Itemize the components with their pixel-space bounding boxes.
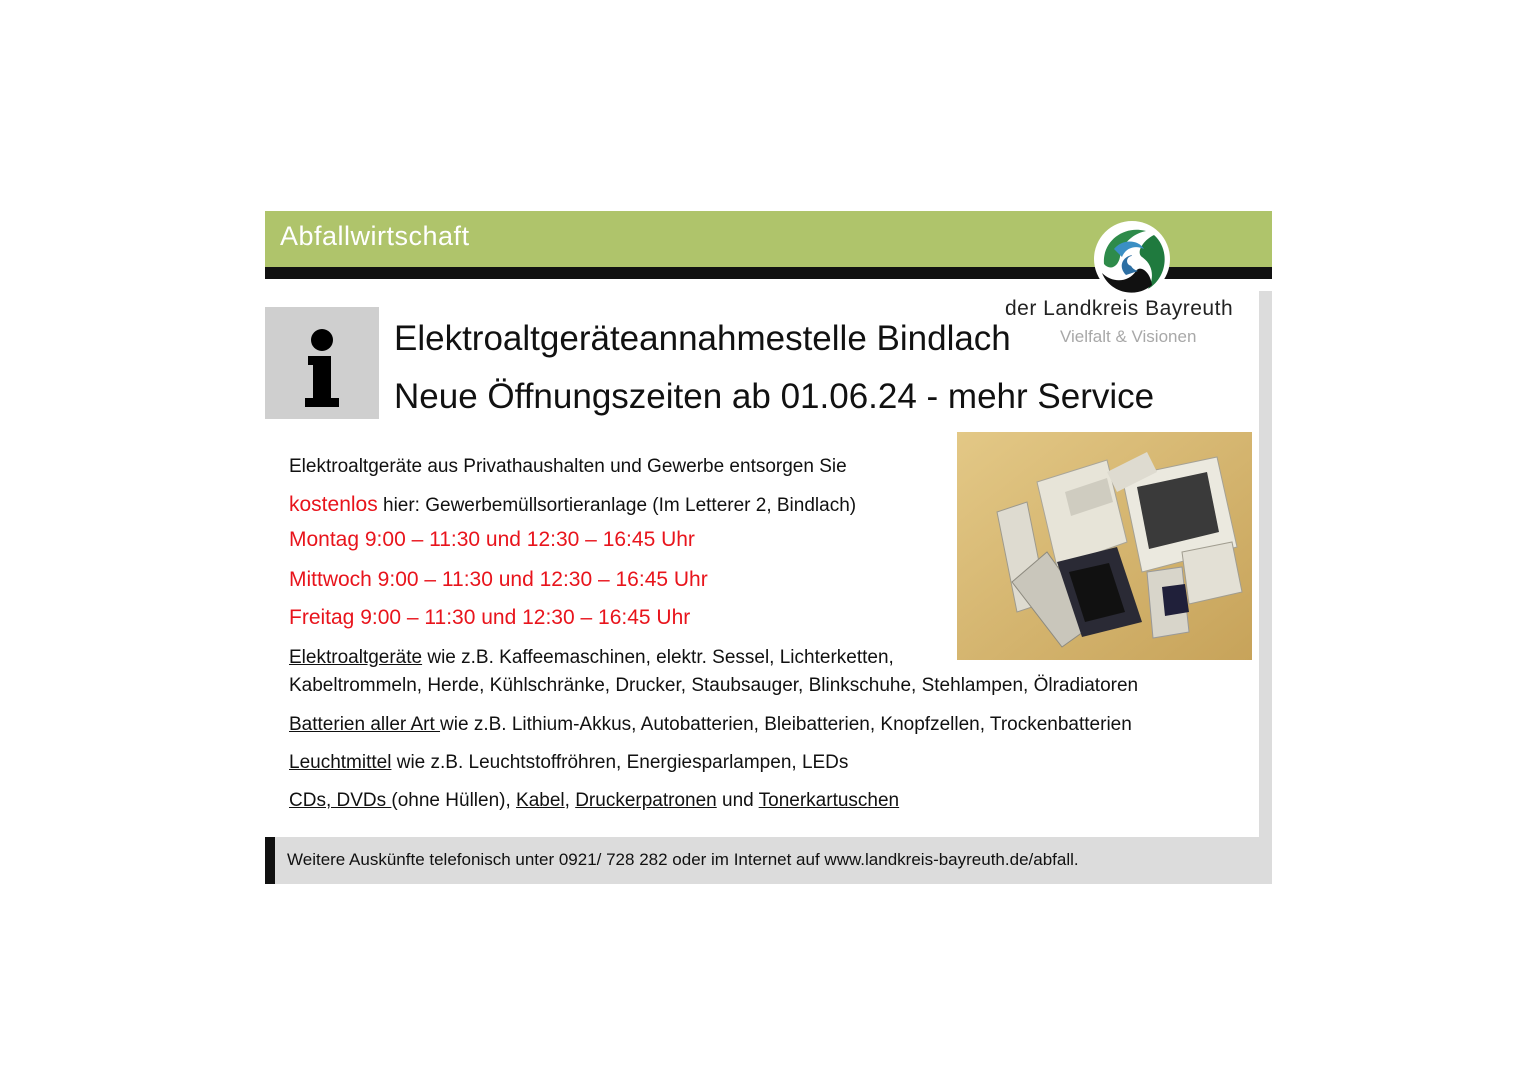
intro-location-line [289, 493, 856, 517]
cd-label: CDs, DVDs [289, 790, 392, 811]
footer-text: Weitere Auskünfte telefonisch unter 0921/ 728 282 oder im Internet auf www.landkreis-bayreuth.de/abfall. [287, 850, 1079, 869]
cable-label: Kabel [516, 790, 565, 811]
electro-text-1: wie z.B. Kaffeemaschinen, elektr. Sessel, Lichterketten, [422, 647, 894, 668]
electro-label: Elektroaltgeräte [289, 647, 423, 668]
location-text: hier: Gewerbemüllsortieranlage (Im Letterer 2, Bindlach) [377, 495, 857, 516]
logo-name: der Landkreis Bayreuth [1005, 297, 1234, 320]
electro-line-1 [289, 647, 894, 669]
battery-line [289, 714, 1132, 736]
media-line [289, 790, 899, 812]
footer [265, 837, 1272, 884]
landkreis-logo-icon [1092, 219, 1172, 299]
info-icon [265, 307, 379, 419]
electronics-photo [957, 432, 1252, 660]
info-card [265, 211, 1272, 884]
intro-line: Elektroaltgeräte aus Privathaushalten und Gewerbe entsorgen Sie [289, 456, 847, 477]
free-highlight: kostenlos [289, 493, 378, 516]
hours-friday: Freitag 9:00 – 11:30 und 12:30 – 16:45 Uhr [289, 606, 691, 629]
right-border [1259, 291, 1272, 837]
battery-text: wie z.B. Lithium-Akkus, Autobatterien, Bleibatterien, Knopfzellen, Trockenbatterien [440, 714, 1132, 735]
cd-text: (ohne Hüllen), [391, 790, 517, 811]
electro-line-2: Kabeltrommeln, Herde, Kühlschränke, Drucker, Staubsauger, Blinkschuhe, Stehlampen, Ölradiatoren [289, 675, 1139, 696]
and-text: und [716, 790, 759, 811]
footer-accent [265, 837, 275, 884]
lamp-label: Leuchtmittel [289, 752, 392, 773]
comma: , [564, 790, 576, 811]
hours-monday: Montag 9:00 – 11:30 und 12:30 – 16:45 Uhr [289, 528, 695, 551]
lamp-line [289, 752, 848, 774]
info-box [265, 307, 379, 419]
header-title: Abfallwirtschaft [280, 221, 470, 251]
page-title: Elektroaltgeräteannahmestelle Bindlach [394, 319, 1011, 358]
hours-wednesday: Mittwoch 9:00 – 11:30 und 12:30 – 16:45 Uhr [289, 568, 708, 591]
toner-label: Tonerkartuschen [758, 790, 900, 811]
logo-tagline: Vielfalt & Visionen [1060, 327, 1197, 346]
battery-label: Batterien aller Art [289, 714, 441, 735]
lamp-text: wie z.B. Leuchtstoffröhren, Energiesparlampen, LEDs [391, 752, 849, 773]
printer-label: Druckerpatronen [575, 790, 717, 811]
page-subtitle: Neue Öffnungszeiten ab 01.06.24 - mehr Service [394, 377, 1155, 416]
